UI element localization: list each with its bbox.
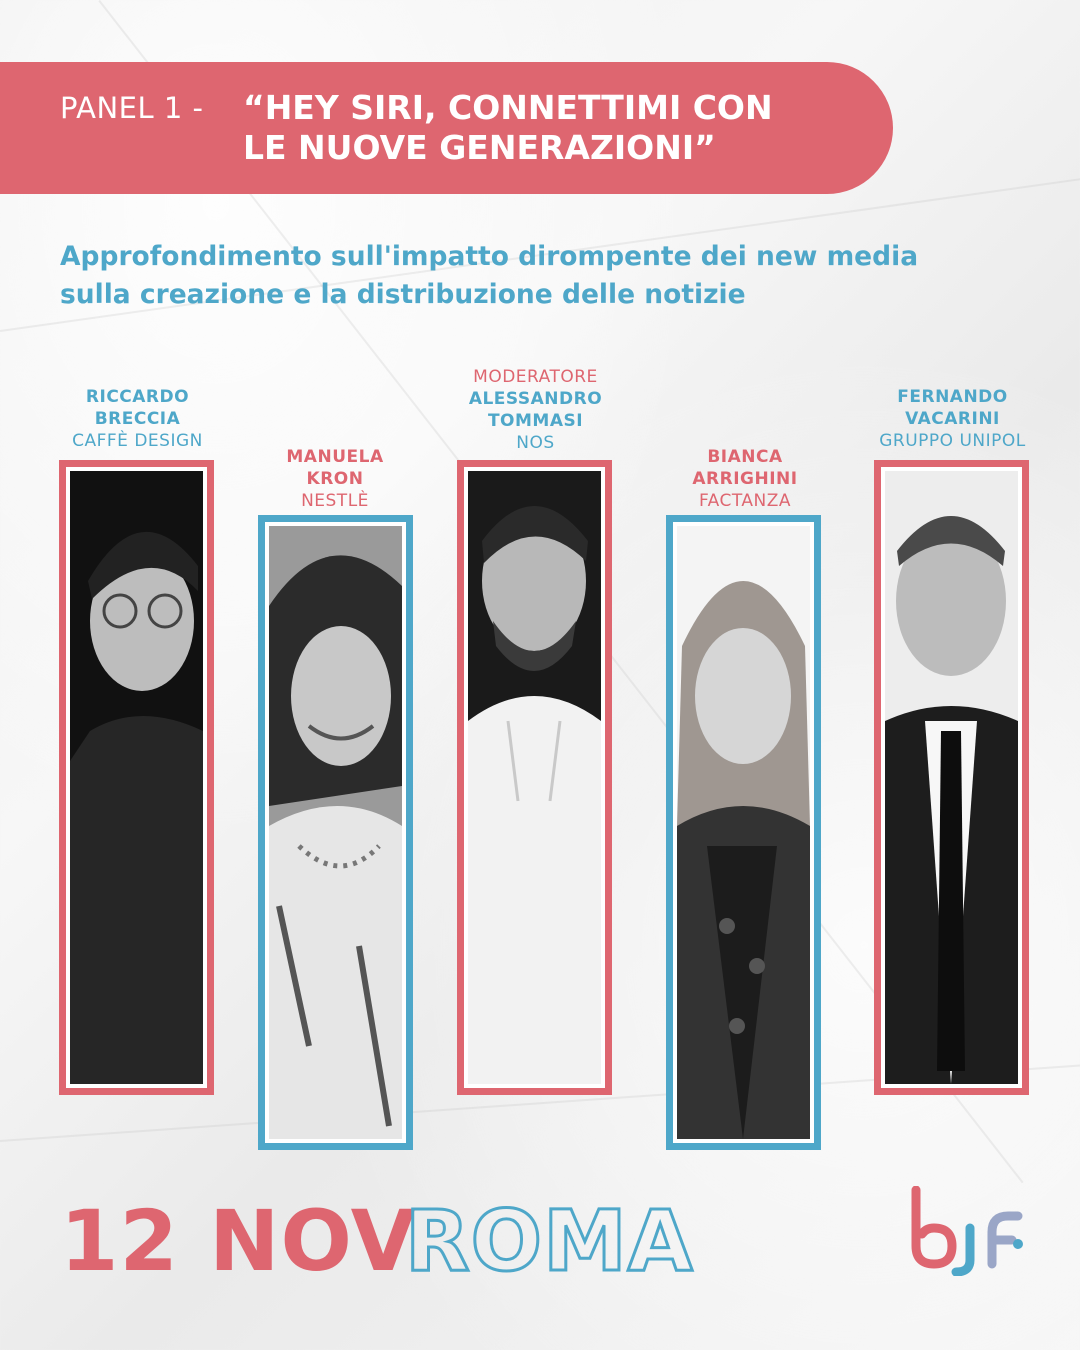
speaker-surname: TOMMASI — [487, 411, 584, 431]
bjf-logo — [908, 1186, 1028, 1276]
speaker-photo-frame — [666, 515, 821, 1150]
speaker-caption-manuela — [250, 446, 420, 512]
speaker-photo-frame — [59, 460, 214, 1095]
speaker-photo — [70, 471, 203, 1084]
speaker-photo-frame — [874, 460, 1029, 1095]
speaker-caption-bianca — [660, 446, 830, 512]
panel-title-line2: LE NUOVE GENERAZIONI” — [243, 128, 716, 167]
panel-title — [243, 88, 863, 168]
speaker-photo — [885, 471, 1018, 1084]
speaker-org: GRUPPO UNIPOL — [879, 431, 1026, 451]
panel-description — [60, 238, 1050, 314]
speaker-surname: BRECCIA — [94, 409, 181, 429]
speaker-name: ALESSANDRO — [468, 389, 603, 409]
panel-label: PANEL 1 - — [60, 91, 204, 125]
speaker-org: NOS — [516, 433, 555, 453]
speaker-org: FACTANZA — [698, 491, 792, 511]
event-date: 12 NOV — [60, 1192, 417, 1290]
speaker-name: RICCARDO — [85, 387, 190, 407]
description-line2: sulla creazione e la distribuzione delle notizie — [60, 279, 746, 310]
speaker-photo — [677, 526, 810, 1139]
speaker-role: MODERATORE — [473, 367, 598, 387]
speaker-photo-frame — [258, 515, 413, 1150]
speaker-org: NESTLÈ — [301, 491, 369, 511]
speaker-org: CAFFÈ DESIGN — [72, 431, 203, 451]
speaker-caption-fernando — [855, 386, 1050, 452]
speaker-name: MANUELA — [286, 447, 384, 467]
speaker-surname: ARRIGHINI — [692, 469, 798, 489]
speaker-photo — [468, 471, 601, 1084]
speaker-photo-frame — [457, 460, 612, 1095]
speaker-caption-riccardo — [50, 386, 225, 452]
speaker-surname: KRON — [306, 469, 364, 489]
speaker-name: BIANCA — [707, 447, 783, 467]
description-line1: Approfondimento sull'impatto dirompente dei new media — [60, 241, 919, 272]
panel-title-line1: “HEY SIRI, CONNETTIMI CON — [243, 88, 773, 127]
speaker-photo — [269, 526, 402, 1139]
speaker-caption-alessandro — [438, 366, 633, 454]
speaker-name: FERNANDO — [897, 387, 1008, 407]
speaker-surname: VACARINI — [905, 409, 1000, 429]
event-city: ROMA — [405, 1192, 694, 1290]
